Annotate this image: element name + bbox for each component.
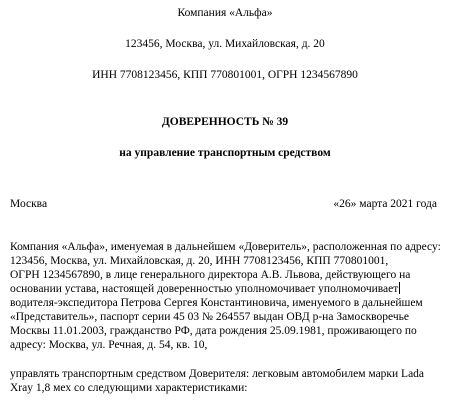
document-subtitle: на управление транспортным средством <box>119 147 331 159</box>
document-title: ДОВЕРЕННОСТЬ № 39 <box>161 116 289 128</box>
company-name: Компания «Альфа» <box>177 7 273 19</box>
text-cursor <box>399 282 400 294</box>
paragraph-line: водителя-экспедитора Петрова Сергея Константиновича, именуемого в дальнейшем <box>10 297 423 309</box>
paragraph-line: 123456, Москва, ул. Михайловская, д. 20, ИНН 7708123456, КПП 770801001, <box>10 255 389 267</box>
company-address: 123456, Москва, ул. Михайловская, д. 20 <box>125 38 325 50</box>
paragraph-line: «Представитель», паспорт серии 45 03 № 264557 выдан ОВД р-на Замоскворечье <box>10 311 409 323</box>
paragraph-line: Компания «Альфа», именуемая в дальнейшем «Доверитель», расположенная по адресу: <box>10 241 441 253</box>
company-registry: ИНН 7708123456, КПП 770801001, ОГРН 1234567890 <box>92 69 358 81</box>
paragraph-line <box>10 282 400 296</box>
paragraph-line: Москвы 11.01.2003, гражданство РФ, дата рождения 25.09.1981, проживающего по <box>10 325 417 337</box>
paragraph-line: Xray 1,8 мех со следующими характеристиками: <box>10 382 248 394</box>
paragraph-line: адресу: Москва, ул. Речная, д. 54, кв. 10, <box>10 339 208 351</box>
paragraph-line: управлять транспортным средством Доверителя: легковым автомобилем марки Lada <box>10 368 425 380</box>
document-date: «26» марта 2021 года <box>333 198 437 210</box>
paragraph-line-text: основании устава, настоящей доверенностью уполномочивает уполномочивает <box>10 283 399 295</box>
paragraph-line: ОГРН 1234567890, в лице генерального директора А.В. Львова, действующего на <box>10 269 411 281</box>
document-city: Москва <box>10 198 48 210</box>
